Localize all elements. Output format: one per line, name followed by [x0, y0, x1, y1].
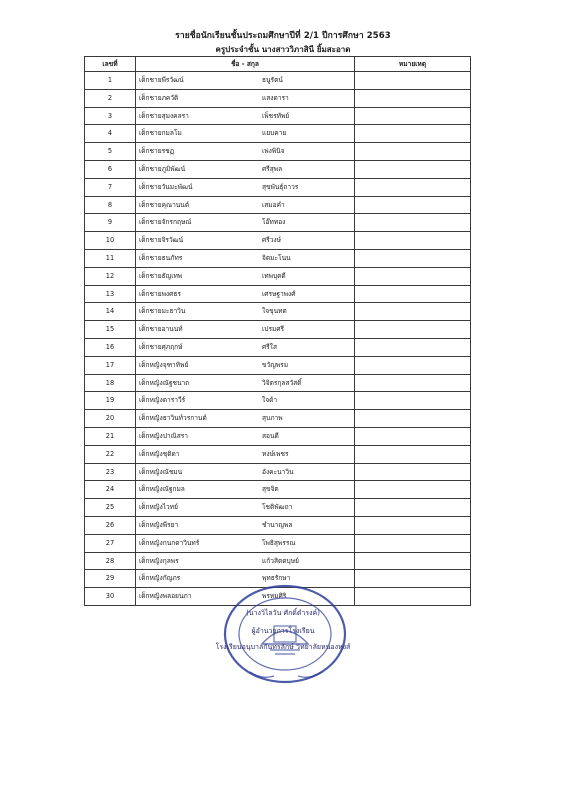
- student-last-name: ธนูรัตน์: [262, 76, 283, 84]
- student-number: 16: [85, 338, 136, 356]
- student-first-name: เด็กชายธนภัทร: [139, 253, 183, 262]
- student-number: 8: [85, 196, 136, 214]
- student-name-cell: [136, 125, 355, 143]
- header-remark: หมายเหตุ: [355, 57, 471, 72]
- student-number: 14: [85, 303, 136, 321]
- student-last-name: อังคะนาวิน: [262, 467, 294, 476]
- student-last-name: โอ๊ททอง: [262, 218, 286, 227]
- remark-cell: [355, 481, 471, 499]
- student-last-name: เศรษฐาพงศ์: [262, 289, 296, 298]
- student-name-cell: [136, 516, 355, 534]
- student-first-name: เด็กชายคุณานนต์: [139, 200, 190, 209]
- student-last-name: แสงดารา: [262, 93, 289, 102]
- student-first-name: เด็กชายรชฏ: [139, 147, 175, 156]
- table-row: [85, 338, 471, 356]
- student-name-cell: [136, 321, 355, 339]
- remark-cell: [355, 303, 471, 321]
- student-number: 21: [85, 427, 136, 445]
- student-number: 15: [85, 321, 136, 339]
- student-last-name: แยบคาย: [262, 129, 287, 138]
- remark-cell: [355, 214, 471, 232]
- student-name-cell: [136, 214, 355, 232]
- table-row: [85, 125, 471, 143]
- remark-cell: [355, 178, 471, 196]
- table-row: [85, 445, 471, 463]
- student-name-cell: [136, 107, 355, 125]
- student-last-name: ศรีวงษ์: [262, 236, 281, 245]
- student-number: 2: [85, 89, 136, 107]
- student-first-name: เด็กชายธัญเทพ: [139, 271, 183, 280]
- student-name-cell: [136, 143, 355, 161]
- student-name-cell: [136, 267, 355, 285]
- table-row: [85, 481, 471, 499]
- student-last-name: สุขพันธุ์ถาวร: [262, 182, 299, 191]
- student-number: 5: [85, 143, 136, 161]
- homeroom-teacher-line: ครูประจำชั้น นางสาววิภาสินี ยิ้มสะอาด: [215, 45, 351, 54]
- table-row: [85, 552, 471, 570]
- student-last-name: ใจด้า: [262, 396, 278, 405]
- table-row: [85, 427, 471, 445]
- student-number: 6: [85, 160, 136, 178]
- student-number: 12: [85, 267, 136, 285]
- student-first-name: เด็กหญิงธาวินท์วรกานต์: [139, 414, 207, 423]
- student-name-cell: [136, 356, 355, 374]
- student-last-name: ใจขุนทด: [262, 307, 287, 316]
- table-row: [85, 321, 471, 339]
- student-first-name: เด็กหญิงกนกดาวินทร์: [139, 538, 200, 547]
- student-first-name: เด็กหญิงณัฐชนาถ: [139, 378, 190, 387]
- student-last-name: ศรีสุพล: [262, 164, 283, 173]
- student-last-name: โพธิสุพรรณ: [262, 538, 296, 547]
- student-first-name: เด็กชายภควัติ: [139, 93, 179, 102]
- student-name-cell: [136, 160, 355, 178]
- student-first-name: เด็กหญิงชุติดา: [139, 449, 180, 458]
- student-name-cell: [136, 427, 355, 445]
- student-last-name: โชติพัฒถา: [262, 503, 293, 512]
- remark-cell: [355, 232, 471, 250]
- student-first-name: เด็กชายมะธาวิน: [139, 307, 186, 316]
- remark-cell: [355, 267, 471, 285]
- student-first-name: เด็กหญิงณัชมน: [139, 467, 183, 476]
- student-name-cell: [136, 196, 355, 214]
- signatory-position: ผู้อำนวยการโรงเรียน: [251, 627, 315, 635]
- student-first-name: เด็กชายจักรกฤษณ์: [139, 218, 192, 227]
- student-number: 30: [85, 588, 136, 606]
- student-number: 25: [85, 499, 136, 517]
- remark-cell: [355, 125, 471, 143]
- student-number: 11: [85, 249, 136, 267]
- remark-cell: [355, 143, 471, 161]
- student-name-cell: [136, 445, 355, 463]
- remark-cell: [355, 338, 471, 356]
- remark-cell: [355, 72, 471, 90]
- student-first-name: เด็กหญิงไวทย์: [139, 503, 178, 512]
- student-number: 20: [85, 410, 136, 428]
- remark-cell: [355, 499, 471, 517]
- student-first-name: เด็กชายศุภฤกษ์: [139, 342, 183, 351]
- student-first-name: เด็กชายกมลโม: [139, 129, 182, 138]
- header-name: ชื่อ - สกุล: [136, 57, 355, 72]
- table-row: [85, 516, 471, 534]
- student-name-cell: [136, 89, 355, 107]
- student-number: 13: [85, 285, 136, 303]
- student-number: 1: [85, 72, 136, 90]
- student-last-name: จิตมะโนน: [262, 253, 291, 262]
- remark-cell: [355, 89, 471, 107]
- table-header-row: [85, 57, 471, 72]
- remark-cell: [355, 356, 471, 374]
- student-name-cell: [136, 481, 355, 499]
- document-title: รายชื่อนักเรียนชั้นประถมศึกษาปีที่ 2/1 ปีการศึกษา 2563: [175, 31, 391, 41]
- student-first-name: เด็กหญิงพลอยนภา: [139, 592, 192, 601]
- student-last-name: เปรมศรี: [262, 325, 285, 334]
- student-name-cell: [136, 72, 355, 90]
- remark-cell: [355, 249, 471, 267]
- remark-cell: [355, 427, 471, 445]
- student-number: 26: [85, 516, 136, 534]
- table-row: [85, 303, 471, 321]
- table-row: [85, 374, 471, 392]
- table-row: [85, 463, 471, 481]
- school-seal-stamp: [190, 580, 380, 698]
- table-row: [85, 356, 471, 374]
- student-number: 17: [85, 356, 136, 374]
- remark-cell: [355, 160, 471, 178]
- student-last-name: หงษ์เพชร: [262, 449, 289, 458]
- remark-cell: [355, 445, 471, 463]
- student-last-name: เทพบุตดี: [262, 271, 286, 280]
- student-last-name: แก้วสิตตบุษย์: [262, 556, 299, 565]
- table-row: [85, 214, 471, 232]
- remark-cell: [355, 321, 471, 339]
- student-first-name: เด็กหญิงดาราวีร์: [139, 396, 186, 405]
- student-number: 19: [85, 392, 136, 410]
- student-last-name: สุบภาพ: [262, 414, 283, 423]
- remark-cell: [355, 534, 471, 552]
- student-name-cell: [136, 552, 355, 570]
- table-row: [85, 267, 471, 285]
- student-name-cell: [136, 534, 355, 552]
- student-first-name: เด็กหญิงกัญภร: [139, 574, 181, 583]
- remark-cell: [355, 285, 471, 303]
- student-last-name: เพ่งพินิจ: [262, 147, 285, 156]
- student-number: 22: [85, 445, 136, 463]
- table-row: [85, 107, 471, 125]
- student-roster-table: [84, 56, 471, 606]
- student-last-name: วิจิตรกุลสวัสดิ์: [262, 378, 302, 387]
- student-first-name: เด็กหญิงจุฑาทิพย์: [139, 360, 189, 369]
- remark-cell: [355, 107, 471, 125]
- table-row: [85, 89, 471, 107]
- table-row: [85, 72, 471, 90]
- student-first-name: เด็กชายจิรวัฒน์: [139, 236, 184, 245]
- table-body: [85, 72, 471, 606]
- student-name-cell: [136, 463, 355, 481]
- student-last-name: สอนดี: [262, 431, 279, 440]
- student-number: 27: [85, 534, 136, 552]
- student-name-cell: [136, 410, 355, 428]
- student-first-name: เด็กชายพงศธร: [139, 289, 181, 298]
- student-last-name: ขวัญพรม: [262, 360, 289, 369]
- signatory-school: โรงเรียนอนุบาลกันทรลักษ์ วิทยาลัยหนองหงส์: [215, 643, 351, 651]
- remark-cell: [355, 516, 471, 534]
- remark-cell: [355, 463, 471, 481]
- student-number: 10: [85, 232, 136, 250]
- student-name-cell: [136, 499, 355, 517]
- table-row: [85, 232, 471, 250]
- remark-cell: [355, 552, 471, 570]
- student-first-name: เด็กชายวันมะพัฒน์: [139, 182, 193, 191]
- student-name-cell: [136, 249, 355, 267]
- student-last-name: พุทธรักษา: [262, 574, 291, 583]
- student-first-name: เด็กหญิงณัฐกมล: [139, 485, 185, 494]
- table-row: [85, 392, 471, 410]
- signatory-name: (นางวิไลวัน ศักดิ์ดำรงค์): [246, 609, 320, 617]
- student-last-name: เพ็ชรทัพย์: [262, 111, 290, 120]
- table-row: [85, 196, 471, 214]
- student-name-cell: [136, 392, 355, 410]
- student-last-name: เสมอคำ: [262, 200, 285, 209]
- student-first-name: เด็กชายอานนท์: [139, 325, 183, 334]
- student-first-name: เด็กหญิงกุลพร: [139, 556, 179, 565]
- table-row: [85, 160, 471, 178]
- student-number: 24: [85, 481, 136, 499]
- student-first-name: เด็กหญิงปาณิสรา: [139, 431, 188, 440]
- table-row: [85, 499, 471, 517]
- table-row: [85, 534, 471, 552]
- student-name-cell: [136, 338, 355, 356]
- student-number: 29: [85, 570, 136, 588]
- remark-cell: [355, 392, 471, 410]
- table-row: [85, 143, 471, 161]
- student-name-cell: [136, 178, 355, 196]
- student-number: 4: [85, 125, 136, 143]
- student-name-cell: [136, 303, 355, 321]
- student-number: 3: [85, 107, 136, 125]
- student-last-name: ชำนาญพล: [262, 520, 293, 529]
- student-first-name: เด็กชายภูมิพัฒน์: [139, 164, 186, 173]
- student-first-name: เด็กชายสุมงคลรา: [139, 111, 189, 120]
- student-last-name: ศรีใส: [262, 342, 277, 351]
- table-row: [85, 249, 471, 267]
- student-number: 9: [85, 214, 136, 232]
- student-number: 23: [85, 463, 136, 481]
- remark-cell: [355, 410, 471, 428]
- student-number: 28: [85, 552, 136, 570]
- remark-cell: [355, 374, 471, 392]
- table-row: [85, 178, 471, 196]
- table-row: [85, 410, 471, 428]
- student-last-name: พรหมศิริ: [262, 592, 287, 601]
- student-name-cell: [136, 374, 355, 392]
- student-first-name: เด็กชายพีรวัฒน์: [139, 76, 184, 84]
- header-number: เลขที่: [85, 57, 136, 72]
- student-number: 18: [85, 374, 136, 392]
- student-name-cell: [136, 232, 355, 250]
- table-row: [85, 285, 471, 303]
- student-first-name: เด็กหญิงพีรยา: [139, 520, 179, 529]
- remark-cell: [355, 196, 471, 214]
- student-number: 7: [85, 178, 136, 196]
- student-last-name: สุขจิต: [262, 485, 279, 494]
- student-name-cell: [136, 285, 355, 303]
